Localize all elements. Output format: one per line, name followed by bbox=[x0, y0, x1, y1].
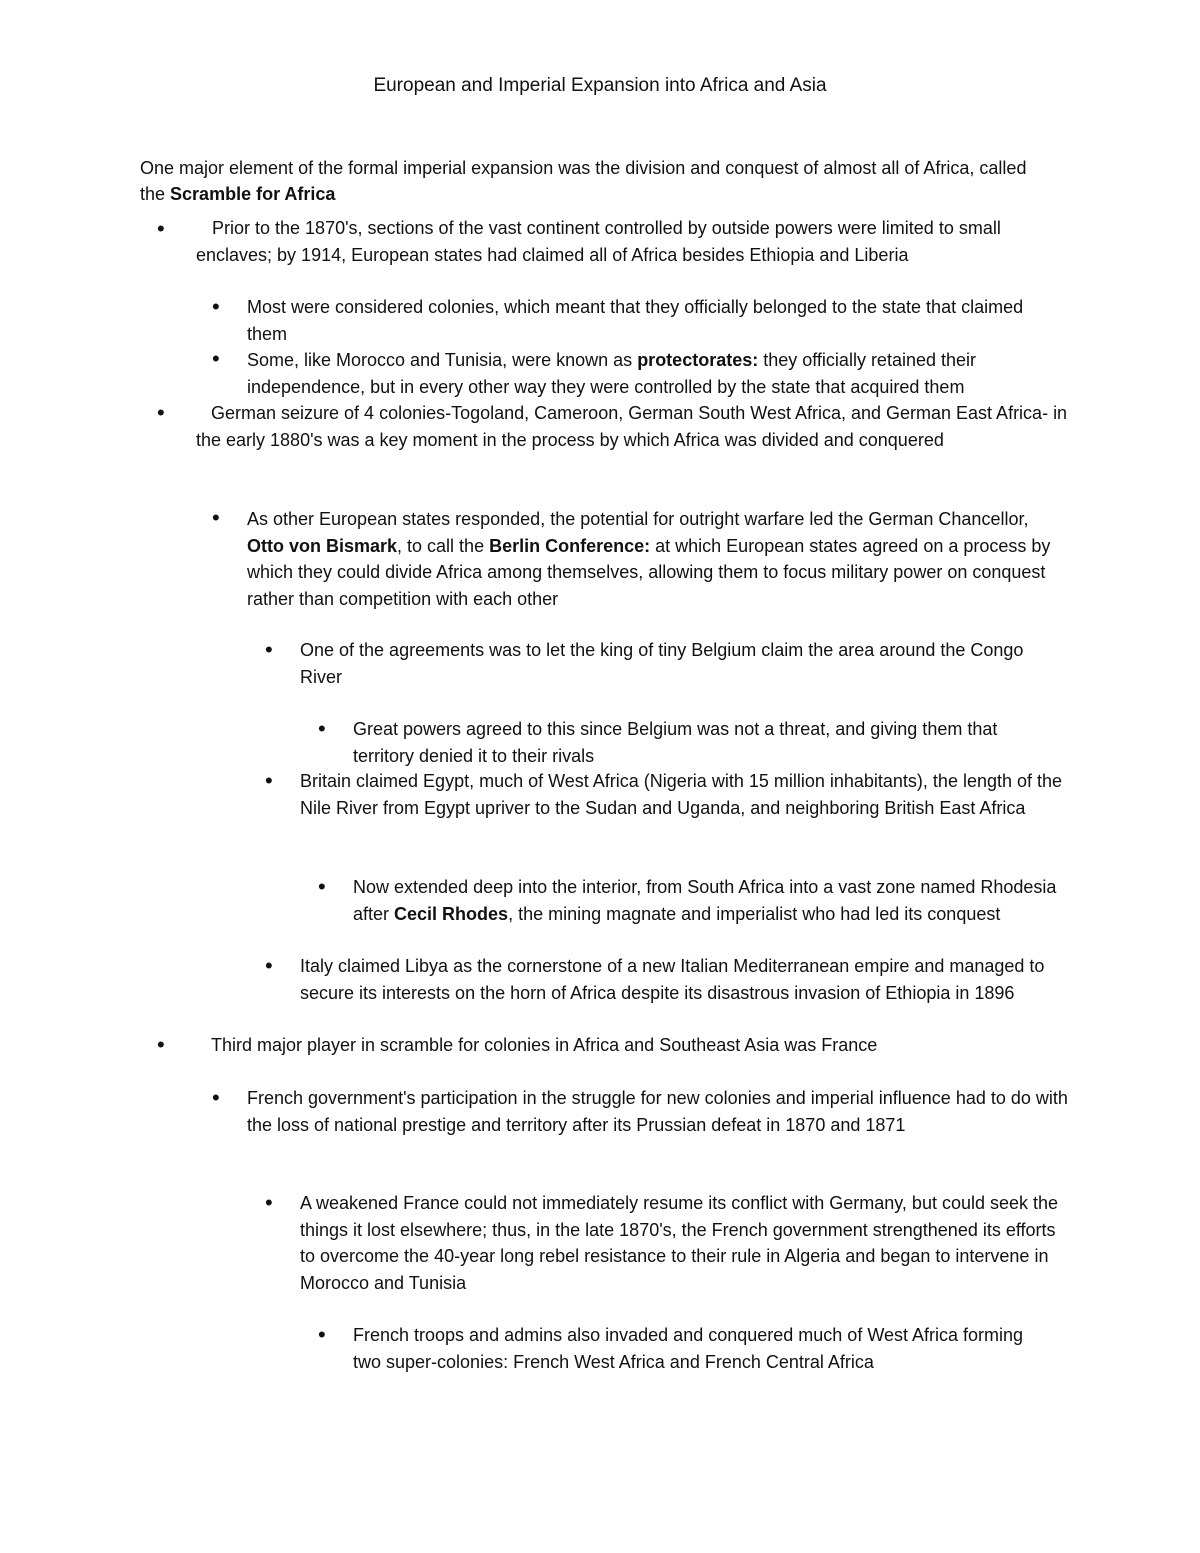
list-item-text: German seizure of 4 colonies-Togoland, Cameroon, German South West Africa, and German East Africa- in the early 1880's was a key moment in the process by which Africa was divided and conquered bbox=[196, 403, 1068, 450]
list-item-text: One of the agreements was to let the king of tiny Belgium claim the area around the Congo River bbox=[300, 640, 1024, 687]
list-item-level2 bbox=[247, 347, 1077, 400]
list-item-text: As other European states responded, the potential for outright warfare led the German Chancellor, bbox=[247, 509, 1029, 529]
bullet-icon: • bbox=[212, 1085, 220, 1110]
list-item-bold-term: Cecil Rhodes bbox=[394, 903, 509, 924]
list-item-text: French troops and admins also invaded and conquered much of West Africa forming two super-colonies: French West Africa and French Central Africa bbox=[353, 1325, 1024, 1372]
list-item-text: Britain claimed Egypt, much of West Africa (Nigeria with 15 million inhabitants), the length of the Nile River from Egypt upriver to the Sudan and Uganda, and neighboring British East Africa bbox=[300, 771, 1063, 818]
bullet-icon: • bbox=[265, 953, 273, 978]
bullet-icon: • bbox=[265, 637, 273, 662]
list-item-level1 bbox=[196, 215, 1066, 268]
bullet-icon: • bbox=[157, 216, 165, 241]
list-item-level2 bbox=[247, 506, 1057, 612]
list-item-level1 bbox=[211, 1032, 1071, 1059]
list-item-text: Some, like Morocco and Tunisia, were known as bbox=[247, 350, 638, 370]
intro-text: One major element of the formal imperial expansion was the division and conquest of almost all of Africa, called the bbox=[140, 158, 1027, 204]
intro-paragraph bbox=[140, 155, 1040, 207]
list-item-text: Italy claimed Libya as the cornerstone of a new Italian Mediterranean empire and managed to secure its interests on the horn of Africa despite its disastrous invasion of Ethiopia in 1896 bbox=[300, 956, 1045, 1003]
bullet-icon: • bbox=[318, 874, 326, 899]
bullet-icon: • bbox=[265, 1190, 273, 1215]
list-item-level3 bbox=[300, 637, 1060, 690]
list-item-level2 bbox=[247, 294, 1067, 347]
bullet-icon: • bbox=[318, 1322, 326, 1347]
list-item-level2 bbox=[247, 1085, 1072, 1138]
list-item-text: Third major player in scramble for colonies in Africa and Southeast Asia was France bbox=[211, 1035, 878, 1055]
bullet-icon: • bbox=[212, 505, 220, 530]
document-title: European and Imperial Expansion into Africa and Asia bbox=[373, 75, 827, 96]
list-item-level1 bbox=[196, 400, 1081, 453]
bullet-icon: • bbox=[265, 768, 273, 793]
list-item-level4 bbox=[353, 874, 1068, 927]
list-item-text: Most were considered colonies, which meant that they officially belonged to the state that claimed them bbox=[247, 297, 1024, 344]
list-item-text: at which European states agreed on a process by which they could divide Africa among themselves, allowing them to focus military power on conquest rather than competition with each other bbox=[247, 535, 1051, 609]
list-item-text: Prior to the 1870's, sections of the vast continent controlled by outside powers were limited to small enclaves; by 1914, European states had claimed all of Africa besides Ethiopia and Liberia bbox=[196, 218, 1001, 265]
list-item-text: , the mining magnate and imperialist who had led its conquest bbox=[508, 903, 1001, 924]
list-item-level3 bbox=[300, 768, 1065, 821]
list-item-level3 bbox=[300, 953, 1060, 1006]
list-item-bold-term: Berlin Conference: bbox=[489, 535, 651, 556]
bullet-icon: • bbox=[212, 346, 220, 371]
bullet-icon: • bbox=[318, 716, 326, 741]
list-item-bold-term: Otto von Bismark bbox=[247, 535, 398, 556]
list-item-text: Great powers agreed to this since Belgium was not a threat, and giving them that territory denied it to their rivals bbox=[353, 719, 998, 766]
list-item-text: , to call the bbox=[397, 535, 490, 556]
list-item-text: A weakened France could not immediately resume its conflict with Germany, but could seek the things it lost elsewhere; thus, in the late 1870's, the French government strengthened its efforts to overcome the 40-year long rebel resistance to their rule in Algeria and began to intervene in Morocco and Tunisia bbox=[300, 1193, 1059, 1293]
intro-bold-term: Scramble for Africa bbox=[170, 184, 336, 204]
list-item-text: French government's participation in the struggle for new colonies and imperial influence had to do with the loss of national prestige and territory after its Prussian defeat in 1870 and 1871 bbox=[247, 1088, 1068, 1135]
list-item-level4 bbox=[353, 1322, 1033, 1375]
bullet-icon: • bbox=[157, 400, 165, 425]
bullet-icon: • bbox=[157, 1032, 165, 1057]
list-item-text: they officially retained their independence, but in every other way they were controlled by the state that acquired them bbox=[247, 350, 977, 397]
list-item-level4 bbox=[353, 716, 1053, 769]
bullet-icon: • bbox=[212, 294, 220, 319]
list-item-level3 bbox=[300, 1190, 1065, 1296]
list-item-bold-term: protectorates: bbox=[637, 350, 759, 370]
list-item-text: Now extended deep into the interior, from South Africa into a vast zone named Rhodesia after bbox=[353, 877, 1057, 924]
